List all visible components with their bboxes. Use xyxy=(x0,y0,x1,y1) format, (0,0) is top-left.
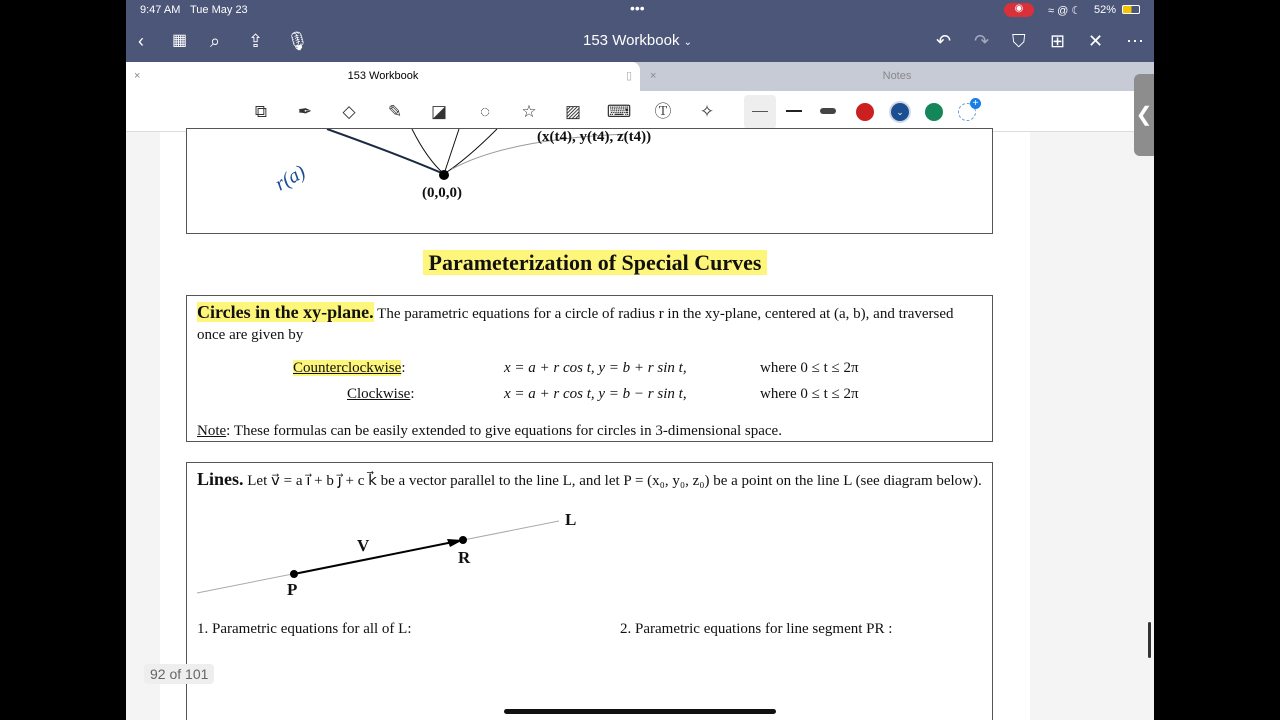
close-icon[interactable]: ✕ xyxy=(1088,31,1104,51)
cw-row: Clockwise: xyxy=(347,386,415,402)
label-V: V⃗ xyxy=(357,536,383,555)
tab-label: Notes xyxy=(882,70,912,82)
sticker-icon[interactable]: ☆ xyxy=(521,102,537,121)
point-label-t4: (x(t4), y(t4), z(t4)) xyxy=(537,129,652,145)
battery-percent: 52% xyxy=(1094,4,1117,16)
battery-icon xyxy=(1122,5,1140,14)
medium-stroke-button[interactable] xyxy=(786,110,802,112)
label-R: R xyxy=(458,548,471,567)
zoom-window-icon[interactable]: ⧉ xyxy=(254,102,268,121)
circles-box xyxy=(186,295,993,442)
slide-over-handle[interactable]: ❮ xyxy=(1134,74,1154,156)
lines-intro: Let v⃗ = a i⃗ + b j⃗ + c k⃗ be a vector parallel to the line L, and let P = (x₀, y₀, z₀) be a point on the line L (see diagram below). xyxy=(247,473,982,489)
lasso-icon[interactable]: ◌ xyxy=(479,102,491,121)
ccw-label: Counterclockwise xyxy=(293,360,402,376)
back-icon[interactable]: ‹ xyxy=(138,31,144,51)
grid-icon[interactable]: ▦ xyxy=(172,32,188,49)
page-indicator: 92 of 101 xyxy=(144,664,214,684)
section-title-wrap xyxy=(160,250,1030,276)
label-L: L xyxy=(565,510,577,529)
home-indicator[interactable] xyxy=(504,709,776,714)
tab-bar xyxy=(126,62,1154,91)
color-green-swatch[interactable] xyxy=(925,103,943,121)
ccw-equation: x = a + r cos t, y = b + r sin t, xyxy=(504,360,687,376)
shapes-icon[interactable]: ◪ xyxy=(430,102,448,121)
handwritten-annotation: r(a) xyxy=(271,160,310,196)
origin-label: (0,0,0) xyxy=(422,185,462,201)
recording-icon[interactable]: ◉ xyxy=(1004,3,1034,17)
tab-label: 153 Workbook xyxy=(347,70,419,82)
wifi-icon: ≈ @ ☾ xyxy=(1048,5,1082,17)
add-page-icon[interactable]: ⊞ xyxy=(1050,31,1066,51)
status-date: Tue May 23 xyxy=(190,4,248,16)
lines-box xyxy=(186,462,993,720)
circles-intro: The parametric equations for a circle of radius r in the xy-plane, centered at (a, b), and traversed once are given by xyxy=(197,306,954,343)
bookmark-icon[interactable]: ⛉ xyxy=(1012,31,1026,51)
label-P: P xyxy=(287,580,298,599)
cw-label: Clockwise xyxy=(347,386,411,402)
highlighter-icon[interactable]: ✎ xyxy=(387,102,403,121)
document-title[interactable] xyxy=(583,30,692,54)
search-icon[interactable]: ⌕ xyxy=(210,31,221,51)
pen-icon[interactable]: ✒ xyxy=(297,102,313,121)
top-bar xyxy=(126,0,1154,62)
ccw-row: Counterclockwise: xyxy=(293,360,406,376)
share-icon[interactable]: ⇪ xyxy=(248,31,264,51)
origin-point xyxy=(439,170,449,180)
chevron-down-icon: ⌄ xyxy=(683,37,693,48)
tab-153-workbook[interactable] xyxy=(126,62,640,91)
laser-pointer-icon[interactable]: ✧ xyxy=(699,102,715,121)
circles-heading: Circles in the xy-plane. xyxy=(197,302,374,322)
cw-equation: x = a + r cos t, y = b − r sin t, xyxy=(504,386,687,402)
color-blue-swatch-selected[interactable]: ⌄ xyxy=(891,103,909,121)
item-2: 2. Parametric equations for line segment PR : xyxy=(620,621,893,637)
figure-box xyxy=(186,128,993,234)
multitask-dots-icon[interactable]: ••• xyxy=(630,0,645,16)
eraser-icon[interactable]: ◇ xyxy=(342,102,356,121)
tab-close-icon[interactable]: × xyxy=(134,70,141,82)
lines-heading: Lines. xyxy=(197,469,244,489)
scrollbar[interactable] xyxy=(1148,622,1151,658)
ccw-range: where 0 ≤ t ≤ 2π xyxy=(760,360,859,376)
more-icon[interactable]: ⋯ xyxy=(1126,31,1144,51)
item-1: 1. Parametric equations for all of L: xyxy=(197,621,412,637)
add-color-icon[interactable]: + xyxy=(958,103,976,121)
note-text: : These formulas can be easily extended to give equations for circles in 3-dimensional space. xyxy=(226,423,782,439)
point-P xyxy=(290,570,298,578)
text-icon[interactable]: Ⓣ xyxy=(654,102,672,121)
section-title: Parameterization of Special Curves xyxy=(423,250,768,275)
point-R xyxy=(459,536,467,544)
undo-icon[interactable]: ↶ xyxy=(936,31,952,51)
status-time: 9:47 AM xyxy=(140,4,181,16)
redo-icon[interactable]: ↷ xyxy=(974,31,990,51)
split-view-icon[interactable]: ▯ xyxy=(625,70,632,82)
tab-close-icon[interactable]: × xyxy=(650,70,657,82)
thin-stroke-button[interactable] xyxy=(744,95,776,129)
keyboard-icon[interactable]: ⌨ xyxy=(606,102,632,121)
image-icon[interactable]: ▨ xyxy=(564,102,582,121)
app-window xyxy=(126,0,1154,720)
drawing-toolbar xyxy=(126,91,1154,132)
cw-range: where 0 ≤ t ≤ 2π xyxy=(760,386,859,402)
document-page[interactable] xyxy=(160,129,1030,720)
thick-stroke-button[interactable] xyxy=(820,108,836,114)
line-diagram xyxy=(187,513,607,613)
document-title-text: 153 Workbook xyxy=(583,32,680,49)
color-red-swatch[interactable] xyxy=(856,103,874,121)
note-label: Note xyxy=(197,423,227,439)
tab-notes[interactable] xyxy=(640,62,1154,91)
microphone-icon[interactable]: 🎙 xyxy=(286,31,309,51)
note xyxy=(197,421,782,442)
